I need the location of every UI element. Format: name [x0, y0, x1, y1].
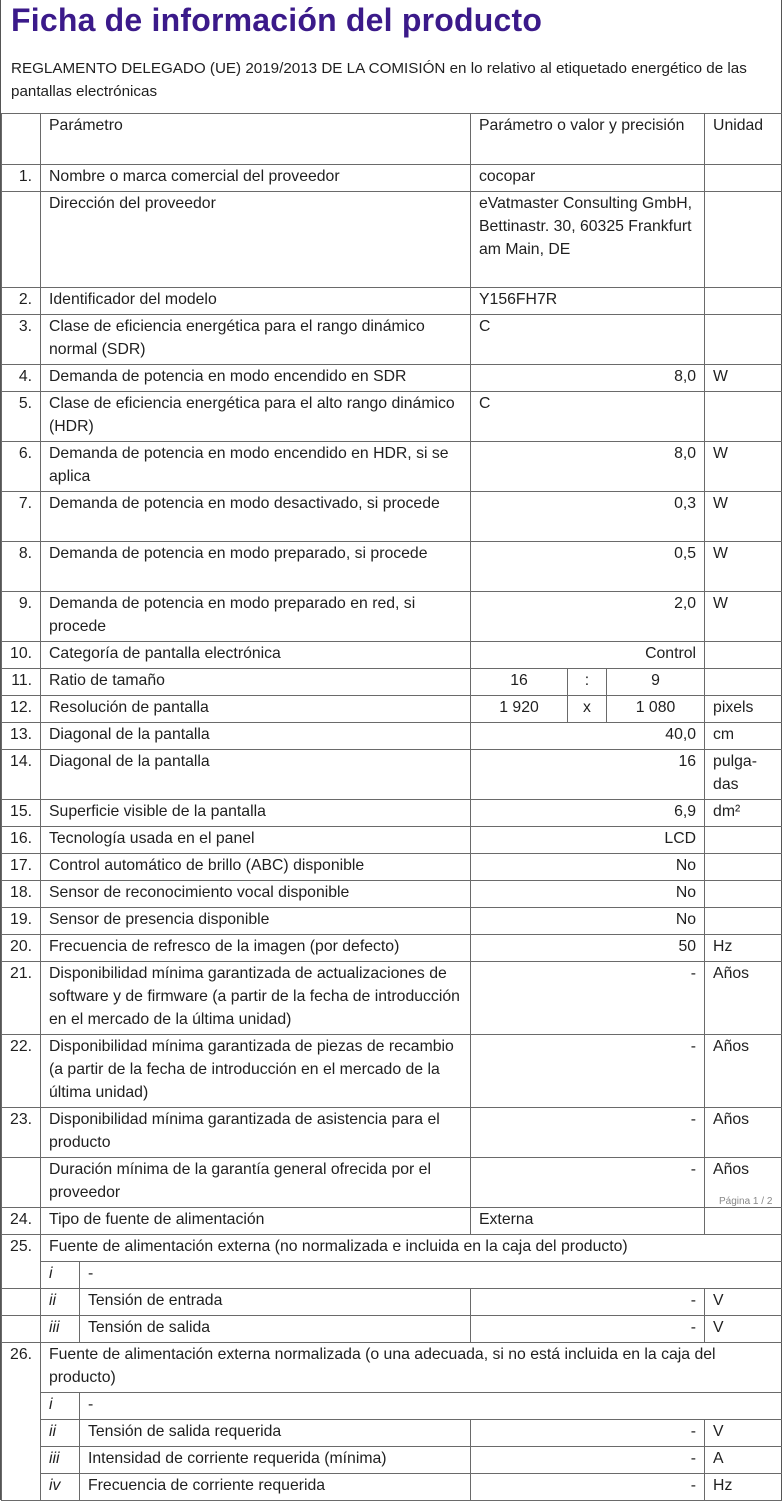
row-number: 16.	[2, 827, 41, 854]
table-subrow	[2, 1316, 782, 1343]
row-number: 10.	[2, 642, 41, 669]
row-parameter: Duración mínima de la garantía general ofrecida por el proveedor	[41, 1158, 471, 1208]
row-number: 8.	[2, 542, 41, 592]
row-number: 14.	[2, 750, 41, 800]
row-parameter: Nombre o marca comercial del proveedor	[41, 165, 471, 192]
subrow-unit: V	[705, 1420, 782, 1447]
row-value: eVatmaster Consulting GmbH, Bettinastr. 30, 60325 Frankfurt am Main, DE	[471, 192, 705, 288]
row-number: 3.	[2, 315, 41, 365]
row-value: -	[471, 1158, 705, 1208]
row-parameter: Diagonal de la pantalla	[41, 750, 471, 800]
row-number: 17.	[2, 854, 41, 881]
table-row	[2, 1158, 782, 1208]
subrow-parameter: Intensidad de corriente requerida (mínima)	[80, 1447, 471, 1474]
table-row	[2, 442, 782, 492]
table-row	[2, 542, 782, 592]
table-subrow	[2, 1289, 782, 1316]
header-value: Parámetro o valor y precisión	[471, 114, 705, 165]
ratio-width: 16	[471, 669, 568, 696]
table-row	[2, 935, 782, 962]
table-subrow	[2, 1262, 782, 1289]
row-number: 1.	[2, 165, 41, 192]
row-unit	[705, 1208, 782, 1235]
row-value: C	[471, 315, 705, 365]
subrow-index: ii	[41, 1289, 80, 1316]
row-value: 40,0	[471, 723, 705, 750]
row-number: 4.	[2, 365, 41, 392]
row-parameter: Disponibilidad mínima garantizada de asistencia para el producto	[41, 1108, 471, 1158]
table-subrow	[2, 1474, 782, 1501]
row-value: Externa	[471, 1208, 705, 1235]
table-row	[2, 1035, 782, 1108]
subrow-value: -	[471, 1316, 705, 1343]
subrow-parameter: -	[80, 1262, 782, 1289]
row-parameter: Clase de eficiencia energética para el alto rango dinámico (HDR)	[41, 392, 471, 442]
row-value: 0,3	[471, 492, 705, 542]
table-row	[2, 962, 782, 1035]
row-number: 5.	[2, 392, 41, 442]
row-parameter: Sensor de reconocimiento vocal disponible	[41, 881, 471, 908]
subrow-unit: V	[705, 1316, 782, 1343]
row-parameter: Clase de eficiencia energética para el rango dinámico normal (SDR)	[41, 315, 471, 365]
row-parameter: Demanda de potencia en modo encendido en SDR	[41, 365, 471, 392]
row-unit: Años	[705, 962, 782, 1035]
row-number: 12.	[2, 696, 41, 723]
resolution-separator: x	[568, 696, 607, 723]
row-value: C	[471, 392, 705, 442]
ratio-separator: :	[568, 669, 607, 696]
subrow-unit: A	[705, 1447, 782, 1474]
row-unit: dm²	[705, 800, 782, 827]
subrow-unit: V	[705, 1289, 782, 1316]
row-unit	[705, 642, 782, 669]
row-value: 50	[471, 935, 705, 962]
row-number: 24.	[2, 1208, 41, 1235]
table-header-row	[2, 114, 782, 165]
subrow-index: iv	[41, 1474, 80, 1501]
table-row	[2, 669, 782, 696]
subrow-index: iii	[41, 1316, 80, 1343]
row-unit: pixels	[705, 696, 782, 723]
table-row	[2, 192, 782, 288]
row-value: cocopar	[471, 165, 705, 192]
row-value: 6,9	[471, 800, 705, 827]
row-value: 0,5	[471, 542, 705, 592]
row-value: 8,0	[471, 365, 705, 392]
row-unit	[705, 288, 782, 315]
table-row	[2, 365, 782, 392]
row-parameter: Identificador del modelo	[41, 288, 471, 315]
row-parameter: Demanda de potencia en modo preparado en red, si procede	[41, 592, 471, 642]
row-number: 18.	[2, 881, 41, 908]
row-value: -	[471, 962, 705, 1035]
row-value: 8,0	[471, 442, 705, 492]
row-unit	[705, 908, 782, 935]
row-parameter: Diagonal de la pantalla	[41, 723, 471, 750]
row-value: Y156FH7R	[471, 288, 705, 315]
page-title: Ficha de información del producto	[11, 2, 542, 39]
row-number: 11.	[2, 669, 41, 696]
row-unit: cm	[705, 723, 782, 750]
row-unit: W	[705, 542, 782, 592]
row-unit: Años	[705, 1108, 782, 1158]
subrow-parameter: Tensión de salida	[80, 1316, 471, 1343]
table-row	[2, 827, 782, 854]
subrow-parameter: Frecuencia de corriente requerida	[80, 1474, 471, 1501]
table-row	[2, 800, 782, 827]
row-parameter: Ratio de tamaño	[41, 669, 471, 696]
row-value: -	[471, 1108, 705, 1158]
row-parameter: Disponibilidad mínima garantizada de actualizaciones de software y de firmware (a partir de la fecha de introducción en el mercado de la última unidad)	[41, 962, 471, 1035]
row-parameter: Demanda de potencia en modo encendido en HDR, si se aplica	[41, 442, 471, 492]
regulation-subtitle: REGLAMENTO DELEGADO (UE) 2019/2013 DE LA COMISIÓN en lo relativo al etiquetado energético de las pantallas electrónicas	[11, 57, 779, 103]
table-row	[2, 723, 782, 750]
table-row	[2, 315, 782, 365]
row-value: 16	[471, 750, 705, 800]
subrow-index: ii	[41, 1420, 80, 1447]
table-row	[2, 1343, 782, 1393]
row-parameter: Superficie visible de la pantalla	[41, 800, 471, 827]
subrow-unit: Hz	[705, 1474, 782, 1501]
row-parameter: Tecnología usada en el panel	[41, 827, 471, 854]
row-number: 20.	[2, 935, 41, 962]
row-number: 19.	[2, 908, 41, 935]
table-row	[2, 288, 782, 315]
row-value: LCD	[471, 827, 705, 854]
row-unit: Años	[705, 1035, 782, 1108]
table-row	[2, 1108, 782, 1158]
row-unit: Años	[705, 1158, 782, 1208]
subrow-parameter: Tensión de entrada	[80, 1289, 471, 1316]
row-unit: W	[705, 492, 782, 542]
table-row	[2, 642, 782, 669]
row-unit	[705, 881, 782, 908]
row-parameter: Demanda de potencia en modo preparado, si procede	[41, 542, 471, 592]
subrow-value: -	[471, 1289, 705, 1316]
table-subrow	[2, 1420, 782, 1447]
table-row	[2, 1235, 782, 1262]
subrow-parameter: Tensión de salida requerida	[80, 1420, 471, 1447]
subrow-index: i	[41, 1393, 80, 1420]
row-number	[2, 192, 41, 288]
row-parameter: Fuente de alimentación externa (no normalizada e incluida en la caja del producto)	[41, 1235, 782, 1262]
row-parameter: Demanda de potencia en modo desactivado, si procede	[41, 492, 471, 542]
row-number: 7.	[2, 492, 41, 542]
resolution-width: 1 920	[471, 696, 568, 723]
row-parameter: Frecuencia de refresco de la imagen (por defecto)	[41, 935, 471, 962]
row-number	[2, 1158, 41, 1208]
subrow-value: -	[471, 1420, 705, 1447]
row-unit	[705, 192, 782, 288]
row-parameter: Fuente de alimentación externa normalizada (o una adecuada, si no está incluida en la caja del producto)	[41, 1343, 782, 1393]
row-value: No	[471, 881, 705, 908]
header-param: Parámetro	[41, 114, 471, 165]
row-parameter: Sensor de presencia disponible	[41, 908, 471, 935]
row-number: 9.	[2, 592, 41, 642]
row-value: -	[471, 1035, 705, 1108]
row-parameter: Dirección del proveedor	[41, 192, 471, 288]
page-footer: Página 1 / 2	[719, 1196, 772, 1207]
subrow-parameter: -	[80, 1393, 782, 1420]
table-subrow	[2, 1447, 782, 1474]
row-value: Control	[471, 642, 705, 669]
row-unit: W	[705, 592, 782, 642]
table-row	[2, 1208, 782, 1235]
resolution-height: 1 080	[607, 696, 705, 723]
row-number: 21.	[2, 962, 41, 1035]
row-number: 22.	[2, 1035, 41, 1108]
row-parameter: Tipo de fuente de alimentación	[41, 1208, 471, 1235]
row-unit	[705, 392, 782, 442]
table-row	[2, 165, 782, 192]
row-number: 13.	[2, 723, 41, 750]
table-subrow	[2, 1393, 782, 1420]
row-unit: Hz	[705, 935, 782, 962]
row-number: 15.	[2, 800, 41, 827]
table-row	[2, 881, 782, 908]
subrow-value: -	[471, 1474, 705, 1501]
row-unit: pulgadas	[705, 750, 782, 800]
table-row	[2, 854, 782, 881]
row-value: No	[471, 908, 705, 935]
row-unit	[705, 827, 782, 854]
product-info-table	[1, 113, 782, 1501]
table-row	[2, 908, 782, 935]
table-row	[2, 750, 782, 800]
row-unit: W	[705, 365, 782, 392]
subrow-index: iii	[41, 1447, 80, 1474]
row-number: 2.	[2, 288, 41, 315]
table-row	[2, 592, 782, 642]
subrow-value: -	[471, 1447, 705, 1474]
row-parameter: Control automático de brillo (ABC) disponible	[41, 854, 471, 881]
subrow-index: i	[41, 1262, 80, 1289]
table-row	[2, 392, 782, 442]
row-number: 25.	[2, 1235, 41, 1289]
row-number: 6.	[2, 442, 41, 492]
row-value: 2,0	[471, 592, 705, 642]
row-unit	[705, 315, 782, 365]
row-parameter: Disponibilidad mínima garantizada de piezas de recambio (a partir de la fecha de introducción en el mercado de la última unidad)	[41, 1035, 471, 1108]
table-row	[2, 492, 782, 542]
row-unit	[705, 669, 782, 696]
row-number: 23.	[2, 1108, 41, 1158]
row-number: 26.	[2, 1343, 41, 1501]
row-parameter: Resolución de pantalla	[41, 696, 471, 723]
row-unit	[705, 165, 782, 192]
header-unit: Unidad	[705, 114, 782, 165]
row-unit: W	[705, 442, 782, 492]
row-value: No	[471, 854, 705, 881]
ratio-height: 9	[607, 669, 705, 696]
row-unit	[705, 854, 782, 881]
table-row	[2, 696, 782, 723]
row-parameter: Categoría de pantalla electrónica	[41, 642, 471, 669]
